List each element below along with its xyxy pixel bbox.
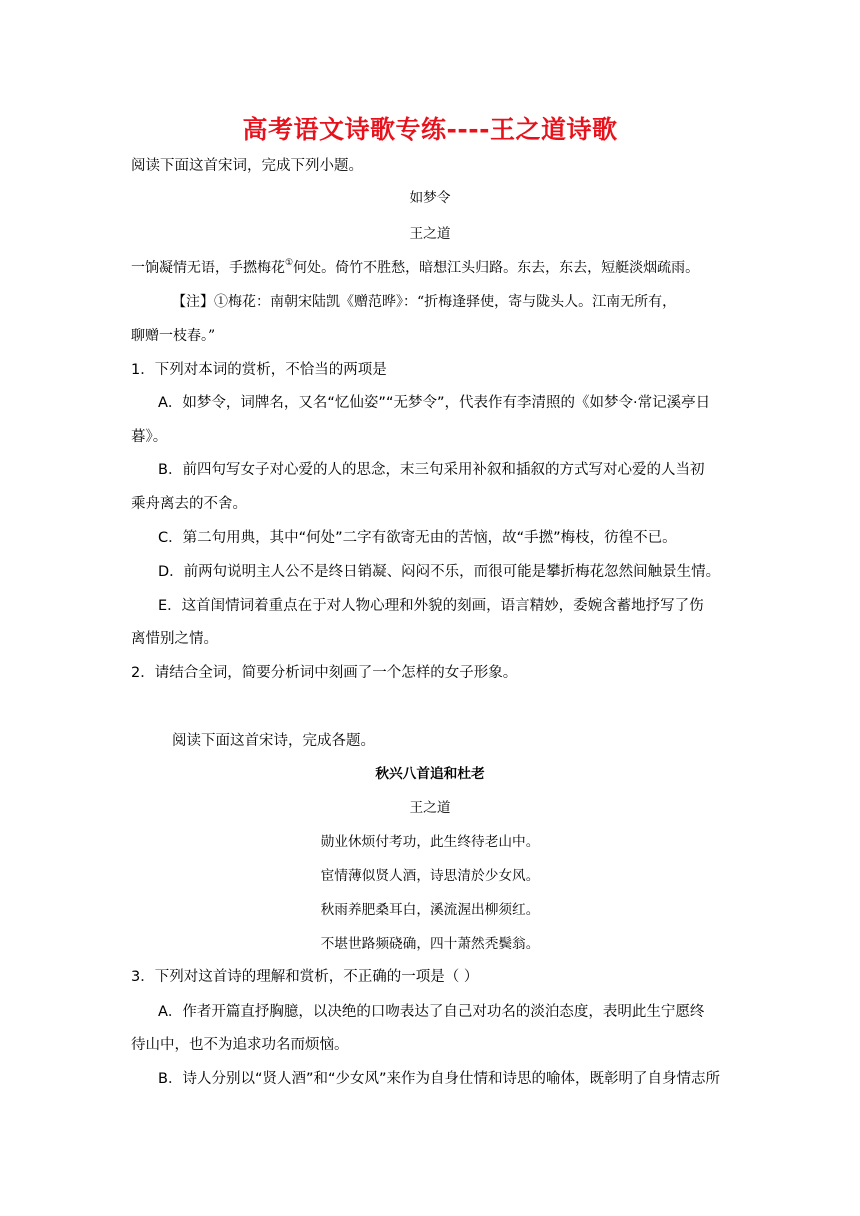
question-1 bbox=[131, 360, 387, 380]
q1-option-c: C．第二句用典，其中“何处”二字有欲寄无由的苦恼，故“手撚”梅枝，彷徨不已。 bbox=[158, 530, 677, 546]
note-marker: ① bbox=[285, 258, 294, 268]
q1-option-d: D．前两句说明主人公不是终日销凝、闷闷不乐，而很可能是攀折梅花忽然间触景生情。 bbox=[158, 564, 721, 580]
section2-intro: 阅读下面这首宋诗，完成各题。 bbox=[172, 733, 375, 749]
poem2-author: 王之道 bbox=[409, 800, 451, 816]
question-2 bbox=[131, 663, 517, 683]
poem2-title: 秋兴八首追和杜老 bbox=[375, 766, 485, 782]
q1-option-a-line1: A．如梦令，词牌名，又名“忆仙姿”“无梦令”，代表作有李清照的《如梦令·常记溪亭日 bbox=[158, 395, 711, 411]
question-3 bbox=[131, 967, 478, 987]
poem1-note-line2: 聊赠一枝春。” bbox=[131, 328, 216, 344]
question-2-number: 2． bbox=[131, 665, 155, 681]
page-title: 高考语文诗歌专练----王之道诗歌 bbox=[242, 115, 618, 144]
question-3-number: 3． bbox=[131, 969, 155, 985]
q3-option-b-line1: B．诗人分别以“贤人酒”和“少女风”来作为自身仕情和诗思的喻体，既彰明了自身情志所 bbox=[158, 1071, 720, 1087]
poem1-text-part1: 一饷凝情无语，手撚梅花 bbox=[131, 260, 285, 276]
poem1-text bbox=[131, 258, 699, 278]
poem2-line: 宦情薄似贤人酒，诗思清於少女风。 bbox=[320, 868, 540, 884]
poem1-text-part2: 何处。倚竹不胜愁，暗想江头归路。东去，东去，短艇淡烟疏雨。 bbox=[293, 260, 700, 276]
q1-option-b-line2: 乘舟离去的不舍。 bbox=[131, 496, 247, 512]
poem2-line: 不堪世路频硗确，四十萧然秃鬓翁。 bbox=[320, 936, 540, 952]
poem1-author: 王之道 bbox=[409, 226, 451, 242]
q1-option-b-line1: B．前四句写女子对心爱的人的思念，末三句采用补叙和插叙的方式写对心爱的人当初 bbox=[158, 462, 705, 478]
poem2-line: 勋业休烦付考功，此生终待老山中。 bbox=[320, 834, 540, 850]
poem1-note-line1: 【注】①梅花：南朝宋陆凯《赠范晔》：“折梅逢驿使，寄与陇头人。江南无所有， bbox=[172, 294, 677, 310]
q1-option-e-line1: E．这首闺情词着重点在于对人物心理和外貌的刻画，语言精妙，委婉含蓄地抒写了伤 bbox=[158, 598, 704, 614]
question-1-stem: 下列对本词的赏析，不恰当的两项是 bbox=[154, 362, 387, 378]
poem2-line: 秋雨养肥桑耳白，溪流渥出柳须红。 bbox=[320, 902, 540, 918]
section1-intro: 阅读下面这首宋词，完成下列小题。 bbox=[131, 158, 363, 174]
q3-option-a-line1: A．作者开篇直抒胸臆，以决绝的口吻表达了自己对功名的淡泊态度，表明此生宁愿终 bbox=[158, 1004, 705, 1020]
poem1-title: 如梦令 bbox=[409, 190, 451, 206]
question-3-stem: 下列对这首诗的理解和赏析，不正确的一项是（ ） bbox=[154, 969, 479, 985]
question-2-stem: 请结合全词，简要分析词中刻画了一个怎样的女子形象。 bbox=[154, 665, 518, 681]
q1-option-e-line2: 离惜别之情。 bbox=[131, 631, 218, 647]
question-1-number: 1． bbox=[131, 362, 155, 378]
q3-option-a-line2: 待山中，也不为追求功名而烦恼。 bbox=[131, 1037, 349, 1053]
q1-option-a-line2: 暮》。 bbox=[131, 429, 168, 445]
